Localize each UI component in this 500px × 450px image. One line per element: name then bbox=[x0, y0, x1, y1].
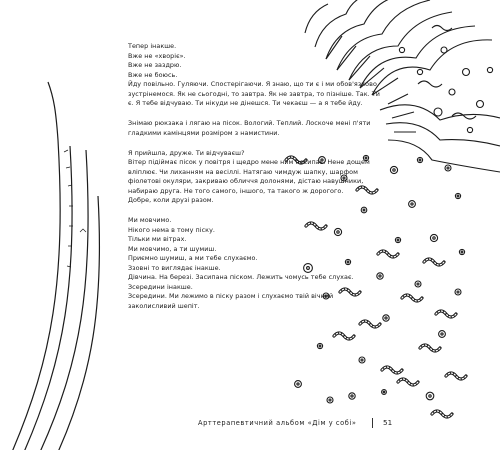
paragraph-3 bbox=[128, 149, 390, 206]
text-line: Вітер підіймає пісок у повітря і щедро мене ним посипає. Нене дощем bbox=[128, 158, 370, 166]
album-title: Арттерапевтичний альбом «Дім у собі» bbox=[198, 419, 357, 427]
text-line: Приємно шумиш, а ми тебе слухаємо. bbox=[128, 254, 258, 262]
text-line: є. Я тебе відчуваю. Ти нікуди не дінешся. Ти чекаєш — а я тебе йду. bbox=[128, 99, 363, 107]
text-line: Нікого нема в тому піску. bbox=[128, 225, 215, 234]
text-line: вліплює. Чи лиханням на весіллі. Натягаю чимдуж шапку, шарфом bbox=[128, 167, 358, 176]
text-line: фіолетові окуляри, закриваю обличчя долонями, дістаю навушники, bbox=[128, 177, 364, 185]
text-line: Зсередини. Ми лежимо в піску разом і слухаємо твій вічний bbox=[128, 292, 334, 300]
paragraph-1 bbox=[128, 42, 390, 109]
text-line: Тепер інакше. bbox=[128, 42, 177, 50]
text-line: Вже не «хворіє». bbox=[128, 51, 186, 60]
text-line: Зсередини інакше. bbox=[128, 282, 193, 291]
paragraph-2 bbox=[128, 119, 390, 138]
page-number: 51 bbox=[383, 418, 393, 427]
text-line: Ззовні то виглядає інакше. bbox=[128, 263, 221, 272]
body-text bbox=[128, 42, 390, 322]
text-line: Йду повільно. Гуляючи. Спостерігаючи. Я знаю, що ти є і ми обов'язково bbox=[128, 80, 377, 88]
text-line: Вже не боюсь. bbox=[128, 70, 178, 79]
text-line: набираю друга. Не того самого, іншого, та такого ж дорогого. bbox=[128, 186, 344, 195]
text-line: Ми мовчимо. bbox=[128, 216, 172, 224]
paragraph-4 bbox=[128, 216, 390, 311]
text-line: Знімаю рюкзака і лягаю на пісок. Вологий. Теплий. Лоскоче мені п'яти bbox=[128, 119, 371, 127]
text-line: зустрінемося. Як не сьогодні, то завтра. Як не завтра, то пізніше. Так. Ти bbox=[128, 89, 381, 98]
text-line: заколисливий шепіт. bbox=[128, 301, 200, 310]
text-line: Тільки ми вітрах. bbox=[128, 235, 187, 243]
text-line: гладкими камінцями розміром з намистини. bbox=[128, 128, 280, 137]
text-line: Вже не заздрю. bbox=[128, 61, 182, 69]
text-line: Ми мовчимо, а ти шумиш. bbox=[128, 244, 217, 253]
text-line: Я прийшла, друже. Ти відчуваєш? bbox=[128, 148, 245, 157]
footer-divider bbox=[372, 418, 373, 428]
text-line: Добре, коли друзі разом. bbox=[128, 196, 214, 204]
text-line: Дівчина. На березі. Засипана піском. Лежить чомусь тебе слухає. bbox=[128, 273, 354, 281]
